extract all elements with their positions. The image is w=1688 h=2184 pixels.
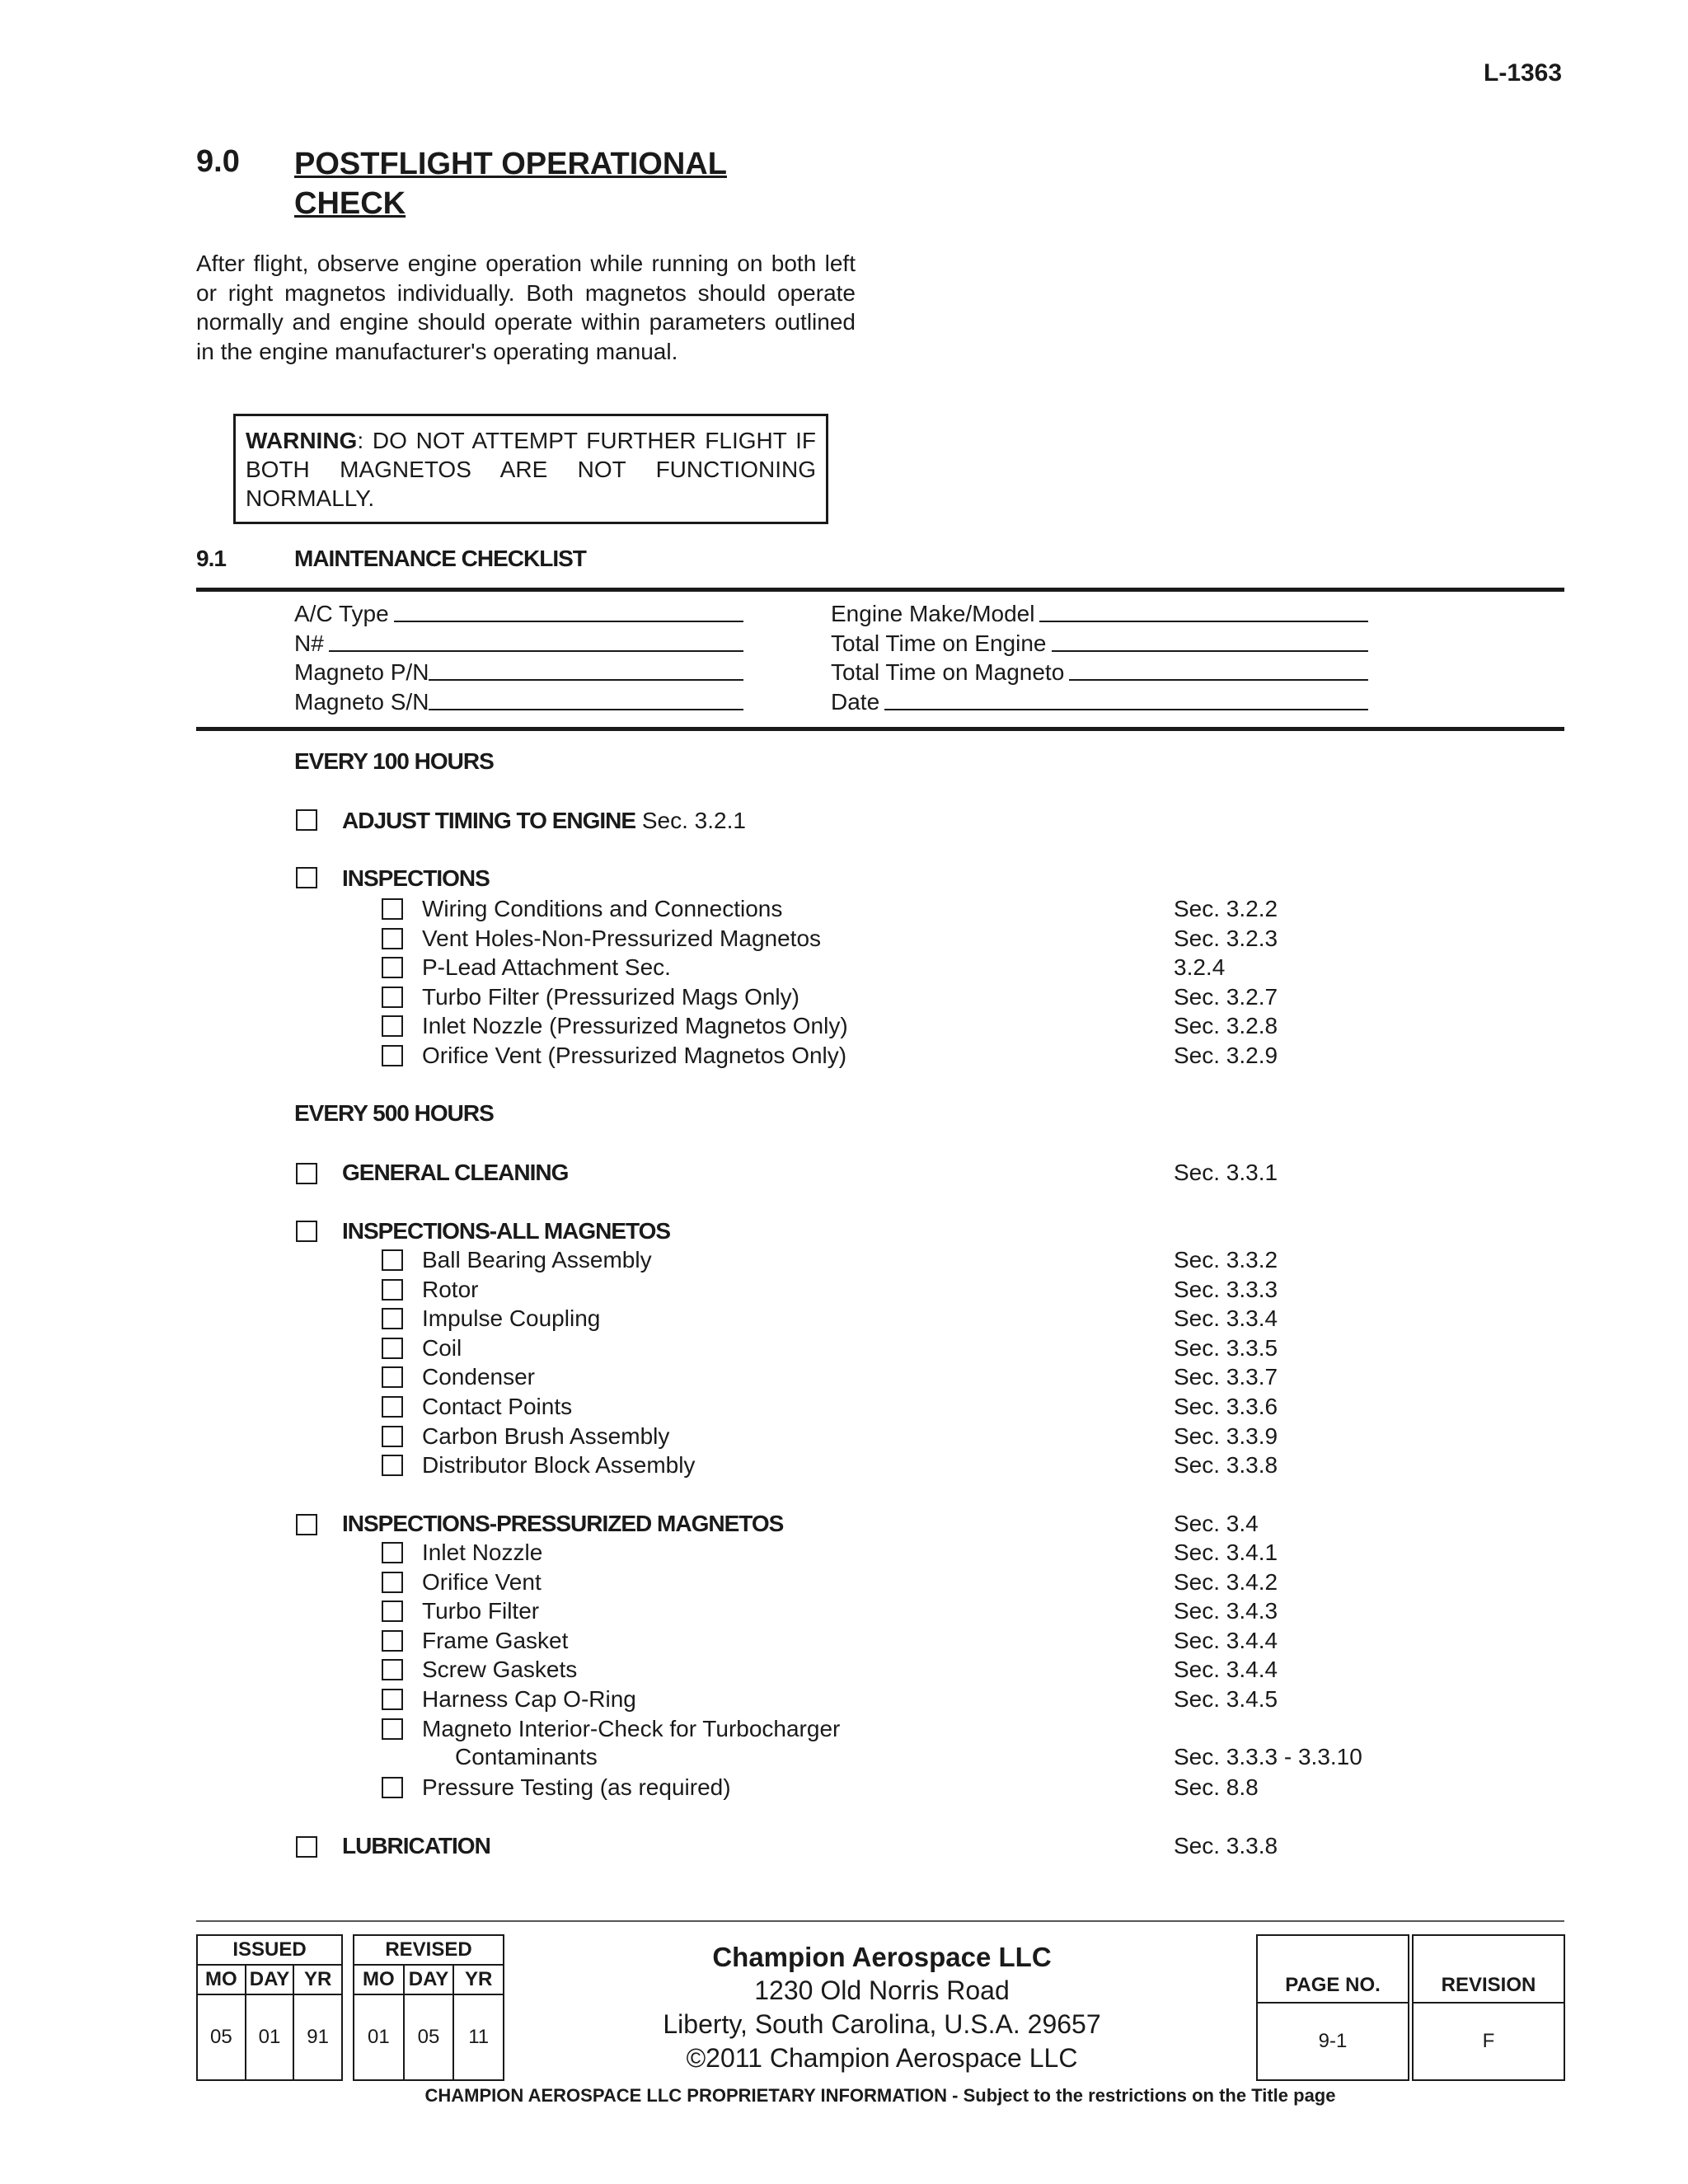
item-inspections-all: INSPECTIONS-ALL MAGNETOS (342, 1218, 671, 1244)
subitem-text: Pressure Testing (as required) (422, 1774, 731, 1800)
company-copyright: ©2011 Champion Aerospace LLC (686, 2043, 1078, 2073)
section-title-line1: POSTFLIGHT OPERATIONAL (294, 147, 727, 181)
heading-every-500-hours: EVERY 500 HOURS (294, 1100, 494, 1126)
company-block (577, 1941, 1187, 2075)
subitem-text: Vent Holes-Non-Pressurized Magnetos (422, 925, 822, 951)
subitem-ref: Sec. 3.4.5 (1174, 1686, 1278, 1712)
subitem-text: Turbo Filter (422, 1598, 540, 1624)
subitem-text: Frame Gasket (422, 1627, 569, 1653)
ref-inspections-pressurized: Sec. 3.4 (1174, 1511, 1259, 1536)
company-address1: 1230 Old Norris Road (754, 1975, 1010, 2005)
subitem-text: Rotor (422, 1276, 479, 1302)
subitem-text: Magneto Interior-Check for Turbocharger (422, 1715, 841, 1741)
issued-mo-label: MO (197, 1965, 246, 1994)
checkbox-subitem[interactable] (382, 1045, 403, 1066)
field-label: Date (831, 689, 880, 715)
proprietary-notice: CHAMPION AEROSPACE LLC PROPRIETARY INFORMATION - Subject to the restrictions on the Title page (424, 2085, 1336, 2106)
subitem-text: Distributor Block Assembly (422, 1452, 696, 1479)
checkbox-subitem[interactable] (382, 1279, 403, 1301)
field-line (429, 661, 743, 681)
subitem-ref: Sec. 3.2.7 (1174, 983, 1278, 1010)
subitem-ref: Sec. 3.4.2 (1174, 1568, 1278, 1595)
subsection-title: MAINTENANCE CHECKLIST (294, 546, 586, 571)
subitem-text: Wiring Conditions and Connections (422, 896, 783, 921)
page-no-label: PAGE NO. (1257, 1935, 1409, 2003)
divider-bottom (196, 727, 1564, 731)
checkbox-subitem[interactable] (382, 1249, 403, 1271)
field-label: N# (294, 630, 324, 656)
subsection-number: 9.1 (196, 546, 226, 571)
checkbox-adjust-timing[interactable] (296, 809, 317, 831)
field-label: A/C Type (294, 601, 389, 626)
subitem-ref: 3.2.4 (1174, 954, 1226, 981)
subitem-text: Turbo Filter (Pressurized Mags Only) (422, 983, 799, 1010)
checkbox-subitem[interactable] (382, 1015, 403, 1037)
subitem-text: Harness Cap O-Ring (422, 1686, 636, 1712)
checkbox-subitem[interactable] (382, 898, 403, 920)
subitem-ref: Sec. 3.4.4 (1174, 1627, 1278, 1653)
item-contaminants: Contaminants (455, 1744, 598, 1769)
field-ac-type[interactable] (294, 599, 743, 627)
subitem-ref: Sec. 3.3.8 (1174, 1452, 1278, 1479)
revised-table (353, 1934, 504, 2081)
item-general-cleaning: GENERAL CLEANING (342, 1160, 569, 1185)
checkbox-subitem[interactable] (382, 1689, 403, 1710)
subitem-ref: Sec. 3.3.9 (1174, 1422, 1278, 1449)
item-inspections-pressurized: INSPECTIONS-PRESSURIZED MAGNETOS (342, 1511, 784, 1536)
subitem-text: Inlet Nozzle (422, 1540, 543, 1565)
subitem-text: Carbon Brush Assembly (422, 1422, 670, 1449)
field-line (1039, 602, 1368, 622)
page-no-table (1256, 1934, 1409, 2081)
field-line (1052, 632, 1369, 652)
checkbox-general-cleaning[interactable] (296, 1163, 317, 1184)
subitem-ref: Sec. 3.2.2 (1174, 896, 1278, 921)
checkbox-subitem[interactable] (382, 1308, 403, 1329)
subitem-text: Screw Gaskets (422, 1657, 578, 1683)
revision-table (1412, 1934, 1565, 2081)
subitem-ref: Sec. 3.2.9 (1174, 1043, 1278, 1068)
subitem-text: P-Lead Attachment Sec. (422, 954, 671, 981)
heading-every-100-hours: EVERY 100 HOURS (294, 748, 494, 774)
checkbox-subitem[interactable] (382, 957, 403, 978)
field-line (394, 602, 743, 622)
checkbox-subitem[interactable] (382, 1718, 403, 1740)
field-label: Magneto S/N (294, 689, 429, 715)
footer-divider (196, 1920, 1564, 1922)
subitem-ref: Sec. 3.3.7 (1174, 1364, 1278, 1390)
checkbox-subitem[interactable] (382, 1659, 403, 1680)
revised-mo: 01 (354, 1994, 404, 2080)
document-number: L-1363 (1484, 59, 1563, 87)
section-number: 9.0 (196, 144, 240, 179)
warning-label: WARNING (246, 428, 358, 453)
checkbox-inspections-pressurized[interactable] (296, 1514, 317, 1535)
revised-mo-label: MO (354, 1965, 404, 1994)
checkbox-subitem[interactable] (382, 1601, 403, 1622)
field-date[interactable] (831, 687, 1368, 715)
company-name: Champion Aerospace LLC (712, 1942, 1052, 1972)
checkbox-subitem[interactable] (382, 1338, 403, 1359)
checkbox-subitem[interactable] (382, 1455, 403, 1476)
warning-text: : DO NOT ATTEMPT FURTHER FLIGHT IF BOTH MAGNETOS ARE NOT FUNCTIONING NORMALLY. (246, 428, 816, 511)
checkbox-subitem[interactable] (382, 1426, 403, 1447)
issued-yr: 91 (293, 1994, 342, 2080)
divider-top (196, 588, 1564, 592)
subitem-ref: Sec. 3.4.4 (1174, 1657, 1278, 1683)
field-label: Engine Make/Model (831, 601, 1035, 626)
field-engine-make-model[interactable] (831, 599, 1368, 627)
checkbox-subitem[interactable] (382, 1777, 403, 1798)
field-total-time-engine[interactable] (831, 629, 1368, 657)
issued-day: 01 (246, 1994, 294, 2080)
subitem-ref: Sec. 8.8 (1174, 1774, 1259, 1800)
issued-mo: 05 (197, 1994, 246, 2080)
subitem-text: Orifice Vent (Pressurized Magnetos Only) (422, 1043, 847, 1068)
checkbox-subitem[interactable] (382, 1366, 403, 1388)
issued-label: ISSUED (197, 1935, 342, 1965)
field-label: Total Time on Engine (831, 630, 1047, 656)
field-line (1069, 661, 1368, 681)
issued-yr-label: YR (293, 1965, 342, 1994)
section-title (294, 144, 871, 223)
checkbox-subitem[interactable] (382, 928, 403, 949)
item-inspections: INSPECTIONS (342, 865, 490, 891)
revision-value: F (1413, 2003, 1564, 2080)
checkbox-subitem[interactable] (382, 1630, 403, 1652)
page-no-value: 9-1 (1257, 2003, 1409, 2080)
subitem-ref: Sec. 3.3.2 (1174, 1247, 1278, 1272)
subitem-text: Inlet Nozzle (Pressurized Magnetos Only) (422, 1013, 848, 1039)
field-n-number[interactable] (294, 629, 743, 657)
field-magneto-sn[interactable] (294, 687, 743, 715)
item-ref: Sec. 3.2.1 (641, 808, 746, 833)
field-line (329, 632, 743, 652)
intro-paragraph: After flight, observe engine operation while running on both left or right magnetos individually. Both magnetos should operate normally and engine should operate within parameters outlined in the engine manufacturer's operating manual. (196, 251, 856, 364)
subitem-ref: Sec. 3.3.5 (1174, 1334, 1278, 1361)
field-magneto-pn[interactable] (294, 658, 743, 686)
checkbox-lubrication[interactable] (296, 1836, 317, 1858)
item-adjust-timing (342, 808, 746, 834)
subitem-text: Ball Bearing Assembly (422, 1247, 652, 1272)
ref-general-cleaning: Sec. 3.3.1 (1174, 1160, 1278, 1185)
ref-lubrication: Sec. 3.3.8 (1174, 1833, 1278, 1858)
item-label: ADJUST TIMING TO ENGINE (342, 808, 636, 833)
issued-day-label: DAY (246, 1965, 294, 1994)
subitem-text: Contact Points (422, 1394, 573, 1419)
revised-day-label: DAY (404, 1965, 454, 1994)
subitem-ref: Sec. 3.4.3 (1174, 1598, 1278, 1624)
field-label: Total Time on Magneto (831, 659, 1065, 685)
subitem-text: Impulse Coupling (422, 1305, 601, 1332)
checkbox-inspections-all[interactable] (296, 1221, 317, 1242)
subitem-ref: Sec. 3.3.6 (1174, 1394, 1278, 1419)
revised-yr-label: YR (453, 1965, 504, 1994)
subitem-ref: Sec. 3.3.3 (1174, 1276, 1278, 1302)
subitem-text: Coil (422, 1334, 462, 1361)
subitem-ref: Sec. 3.2.8 (1174, 1013, 1278, 1039)
revised-label: REVISED (354, 1935, 504, 1965)
field-line (429, 691, 743, 710)
checkbox-subitem[interactable] (382, 1542, 403, 1563)
field-line (884, 691, 1368, 710)
warning-box (233, 414, 828, 524)
checkbox-subitem[interactable] (382, 987, 403, 1008)
ref-contaminants: Sec. 3.3.3 - 3.3.10 (1174, 1744, 1362, 1769)
item-lubrication: LUBRICATION (342, 1833, 490, 1858)
section-title-line2: CHECK (294, 186, 406, 221)
subitem-ref: Sec. 3.3.4 (1174, 1305, 1278, 1332)
checkbox-inspections[interactable] (296, 867, 317, 888)
subitem-ref: Sec. 3.4.1 (1174, 1540, 1278, 1565)
subitem-ref: Sec. 3.2.3 (1174, 925, 1278, 951)
revision-label: REVISION (1413, 1935, 1564, 2003)
field-label: Magneto P/N (294, 659, 429, 685)
revised-day: 05 (404, 1994, 454, 2080)
subitem-text: Orifice Vent (422, 1568, 542, 1595)
checkbox-subitem[interactable] (382, 1572, 403, 1593)
company-address2: Liberty, South Carolina, U.S.A. 29657 (663, 2009, 1101, 2039)
issued-table (196, 1934, 343, 2081)
field-total-time-magneto[interactable] (831, 658, 1368, 686)
subitem-text: Condenser (422, 1364, 535, 1390)
revised-yr: 11 (453, 1994, 504, 2080)
checkbox-subitem[interactable] (382, 1396, 403, 1418)
